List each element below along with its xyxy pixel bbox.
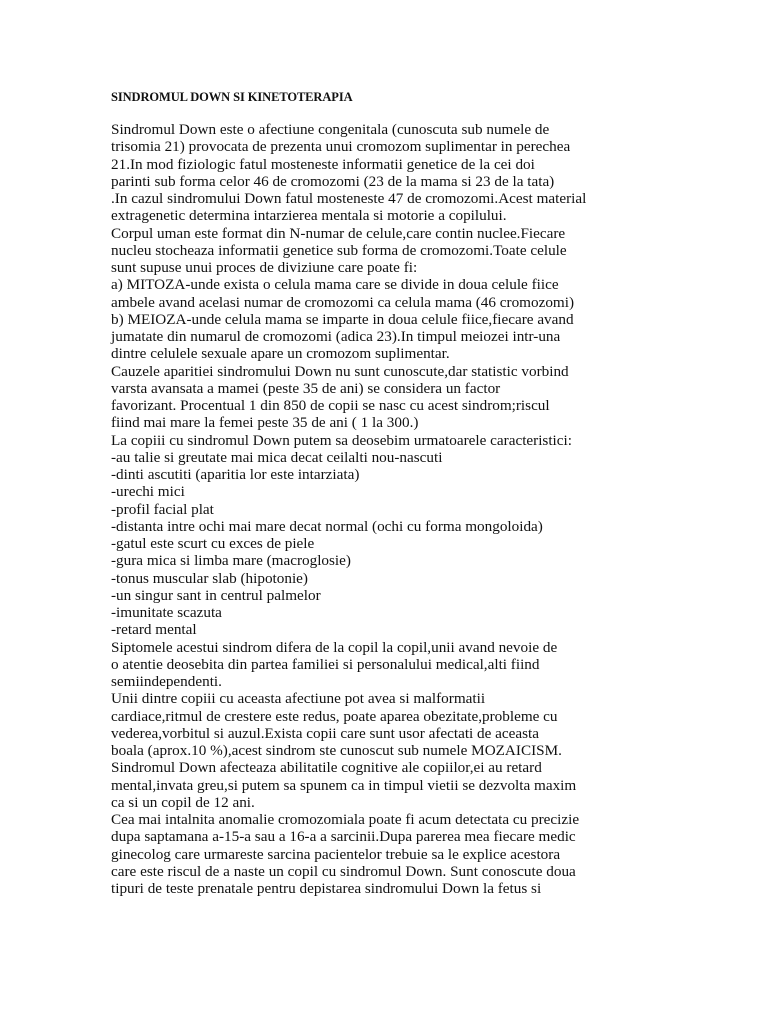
body-line: La copiii cu sindromul Down putem sa deosebim urmatoarele caracteristici: — [111, 431, 572, 449]
list-item: -imunitate scazuta — [111, 604, 222, 621]
body-line: boala (aprox.10 %),acest sindrom ste cunoscut sub numele MOZAICISM. — [111, 742, 562, 759]
body-line: parinti sub forma celor 46 de cromozomi (23 de la mama si 23 de la tata) — [111, 172, 555, 190]
body-line: dupa saptamana a-15-a sau a 16-a a sarcinii.Dupa parerea mea fiecare medic — [111, 828, 576, 846]
body-line: care este riscul de a naste un copil cu sindromul Down. Sunt conoscute doua — [111, 862, 576, 880]
body-line: semiindependenti. — [111, 673, 222, 690]
body-line: dintre celulele sexuale apare un cromozom suplimentar. — [111, 345, 450, 363]
body-line: Cauzele aparitiei sindromului Down nu sunt cunoscute,dar statistic vorbind — [111, 362, 569, 380]
body-line: ginecolog care urmareste sarcina pacientelor trebuie sa le explice acestora — [111, 845, 561, 863]
body-line: sunt supuse unui proces de diviziune care poate fi: — [111, 259, 418, 276]
body-line: 21.In mod fiziologic fatul mosteneste informatii genetice de la cei doi — [111, 155, 535, 173]
list-item: -dinti ascutiti (aparitia lor este intarziata) — [111, 466, 360, 483]
list-item: -gatul este scurt cu exces de piele — [111, 535, 315, 552]
body-line: .In cazul sindromului Down fatul mosteneste 47 de cromozomi.Acest material — [111, 190, 587, 207]
body-line: trisomia 21) provocata de prezenta unui cromozom suplimentar in perechea — [111, 138, 571, 156]
list-item: -gura mica si limba mare (macroglosie) — [111, 552, 351, 570]
body-line: a) MITOZA-unde exista o celula mama care se divide in doua celule fiice — [111, 276, 559, 294]
list-item: -profil facial plat — [111, 500, 214, 518]
body-line: Siptomele acestui sindrom difera de la copil la copil,unii avand nevoie de — [111, 638, 558, 656]
body-line: ambele avand acelasi numar de cromozomi ca celula mama (46 cromozomi) — [111, 293, 575, 311]
body-line: tipuri de teste prenatale pentru depistarea sindromului Down la fetus si — [111, 880, 542, 897]
body-line: o atentie deosebita din partea familiei si personalului medical,alti fiind — [111, 655, 540, 673]
body-line: nucleu stocheaza informatii genetice sub forma de cromozomi.Toate celule — [111, 241, 567, 259]
list-item: -urechi mici — [111, 483, 185, 501]
body-line: extragenetic determina intarzierea mentala si motorie a copilului. — [111, 207, 507, 225]
body-line: fiind mai mare la femei peste 35 de ani ( 1 la 300.) — [111, 414, 419, 432]
list-item: -retard mental — [111, 621, 197, 639]
body-line: b) MEIOZA-unde celula mama se imparte in doua celule fiice,fiecare avand — [111, 310, 574, 328]
list-item: -au talie si greutate mai mica decat ceilalti nou-nascuti — [111, 448, 443, 466]
body-line: vederea,vorbitul si auzul.Exista copii care sunt usor afectati de aceasta — [111, 724, 540, 742]
document-title: SINDROMUL DOWN SI KINETOTERAPIA — [111, 90, 353, 104]
list-item: -tonus muscular slab (hipotonie) — [111, 569, 308, 587]
list-item: -un singur sant in centrul palmelor — [111, 586, 321, 604]
body-line: jumatate din numarul de cromozomi (adica 23).In timpul meiozei intr-una — [111, 328, 561, 345]
body-line: Corpul uman este format din N-numar de celule,care contin nuclee.Fiecare — [111, 224, 566, 242]
body-line: ca si un copil de 12 ani. — [111, 793, 255, 811]
body-line: Sindromul Down este o afectiune congenitala (cunoscuta sub numele de — [111, 121, 550, 138]
body-line: Unii dintre copiii cu aceasta afectiune pot avea si malformatii — [111, 690, 486, 708]
body-line: Cea mai intalnita anomalie cromozomiala poate fi acum detectata cu precizie — [111, 811, 580, 828]
body-line: favorizant. Procentual 1 din 850 de copii se nasc cu acest sindrom;riscul — [111, 397, 550, 414]
body-line: varsta avansata a mamei (peste 35 de ani) se considera un factor — [111, 379, 501, 397]
body-line: Sindromul Down afecteaza abilitatile cognitive ale copiilor,ei au retard — [111, 759, 542, 777]
document-body — [111, 121, 751, 897]
body-line: mental,invata greu,si putem sa spunem ca in timpul vietii se dezvolta maxim — [111, 776, 577, 794]
body-line: cardiace,ritmul de crestere este redus, poate aparea obezitate,probleme cu — [111, 707, 558, 725]
list-item: -distanta intre ochi mai mare decat normal (ochi cu forma mongoloida) — [111, 517, 543, 535]
